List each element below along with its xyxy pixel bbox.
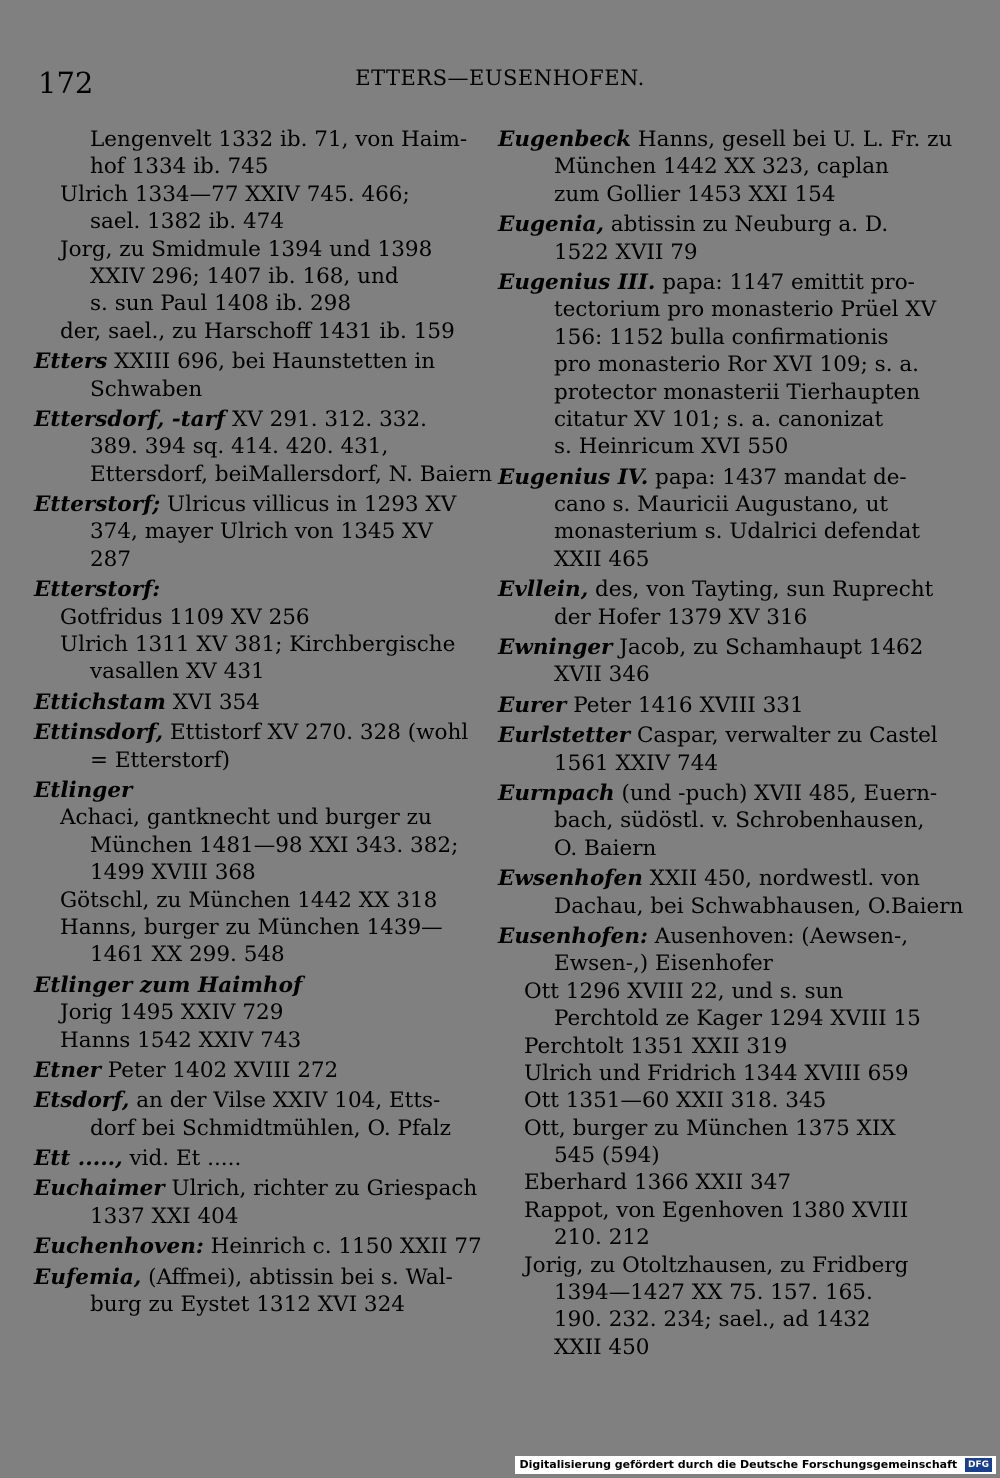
entry-line [498,296,937,323]
index-entry [34,689,458,716]
entry-text: 1394—1427 XX 75. 157. 165. [554,1280,873,1306]
entry-line [34,126,468,153]
entry-line [498,1005,924,1032]
entry-headword: Ettinsdorf, [34,720,164,746]
index-entry [498,692,924,719]
entry-text: Schwaben [90,376,203,402]
entry-line [34,999,458,1026]
entry-text: Eberhard 1366 XXII 347 [524,1170,792,1196]
entry-line [498,780,938,807]
entry-line [498,464,924,491]
entry-line [498,1306,924,1333]
entry-line [34,263,458,290]
entry-line [498,750,924,777]
entry-line [34,832,458,859]
index-entry [498,634,924,689]
entry-text: München 1481—98 XXI 343. 382; [90,832,459,858]
entry-text: Hanns, gesell bei U. L. Fr. zu [631,127,953,152]
entry-headword: Ewsenhofen [498,866,643,892]
entry-line [34,887,458,914]
entry-headword: Etters [34,349,108,375]
entry-line [498,1224,924,1251]
entry-text: vasallen XV 431 [90,659,265,685]
entry-line [34,1027,458,1054]
entry-text: Ausenhoven: (Aewsen-, [647,923,909,949]
entry-text: hof 1334 ib. 745 [90,154,269,180]
entry-headword: Eusenhofen: [498,923,648,949]
entry-line [34,153,458,180]
entry-text: Jorig, zu Otoltzhausen, zu Fridberg [524,1252,909,1278]
entry-text: vid. Et ..... [122,1146,242,1172]
index-entry [34,406,493,488]
entry-line [34,689,458,716]
entry-text: Ulrich 1311 XV 381; Kirchbergische [60,632,456,658]
entry-text: XXIII 696, bei Haunstetten in [107,349,436,375]
entry-text: papa: 1437 mandat de- [648,464,907,490]
entry-text: Peter 1402 XVIII 272 [100,1057,339,1083]
entry-text: Ewsen-,) Eisenhofer [554,951,773,977]
entry-line [498,239,924,266]
index-entry [34,972,458,1054]
entry-line [34,1087,458,1114]
entry-headword: Eufemia, [34,1264,142,1290]
entry-text: Ulricus villicus in 1293 XV [160,492,457,518]
index-entry [498,211,924,266]
entry-line [34,491,458,518]
entry-line [34,236,458,263]
entry-line [498,1087,924,1114]
index-entry [34,777,458,969]
entry-text: Götschl, zu München 1442 XX 318 [60,887,438,913]
entry-line [34,348,458,375]
entry-text: abtissin zu Neuburg a. D. [603,212,889,238]
entry-line [34,1233,482,1260]
index-entry [34,1175,478,1230]
entry-text: s. sun Paul 1408 ib. 298 [90,291,352,317]
index-entry [34,126,468,345]
entry-text: Achaci, gantknecht und burger zu [60,805,432,831]
index-entry [498,923,924,1361]
entry-headword: Euchaimer [34,1176,165,1202]
entry-line [34,1264,458,1291]
entry-headword: Ettichstam [34,689,166,715]
entry-text: Rappot, von Egenhoven 1380 XVIII [524,1197,909,1223]
entry-line [34,631,458,658]
entry-text: Heinrich c. 1150 XXII 77 [203,1234,482,1260]
entry-text: Ulrich, richter zu Griespach [164,1176,478,1202]
entry-text: 156: 1152 bulla confirmationis [554,324,889,350]
entry-line [34,433,458,460]
entry-line [498,1115,924,1142]
entry-line [34,747,458,774]
entry-line [498,1033,924,1060]
left-column [34,126,493,1321]
index-entry [34,1087,458,1142]
entry-line [498,379,924,406]
entry-text: 190. 232. 234; sael., ad 1432 [554,1307,871,1333]
entry-line [34,290,458,317]
entry-line [498,692,924,719]
entry-text: Ettistorf XV 270. 328 (wohl [163,720,469,746]
entry-line [34,1115,458,1142]
entry-text: s. Heinricum XVI 550 [554,434,789,460]
entry-line [498,1279,924,1306]
index-entry [34,1145,458,1172]
entry-line [498,491,924,518]
entry-text: 1561 XXIV 744 [554,750,719,776]
entry-text: XVII 346 [554,662,650,688]
entry-headword: Etsdorf, [34,1088,130,1114]
entry-text: Gotfridus 1109 XV 256 [60,604,310,630]
entry-line [498,722,938,749]
entry-text: XXIV 296; 1407 ib. 168, und [90,263,399,289]
entry-line [34,777,458,804]
entry-text: XXII 450, nordwestl. von [642,866,920,892]
entry-text: München 1442 XX 323, caplan [554,154,889,180]
entry-line [34,208,458,235]
entry-line [34,181,458,208]
entry-line [34,546,458,573]
entry-line [34,1057,458,1084]
entry-line [498,1169,924,1196]
entry-text: monasterium s. Udalrici defendat [554,519,921,545]
entry-headword: Euchenhoven: [34,1234,204,1260]
entry-text: Ulrich und Fridrich 1344 XVIII 659 [524,1060,909,1086]
entry-line [498,865,924,892]
entry-line [498,923,924,950]
entry-text: der Hofer 1379 XV 316 [554,604,808,630]
entry-text: 287 [90,546,132,572]
page-number: 172 [38,66,94,100]
entry-text: Hanns 1542 XXIV 743 [60,1027,302,1053]
entry-line [34,318,458,345]
entry-line [498,634,924,661]
entry-text: tectorium pro monasterio Prüel XV [554,297,937,323]
entry-line [498,1060,924,1087]
entry-line [498,211,924,238]
entry-text: Jacob, zu Schamhaupt 1462 [612,635,924,661]
entry-line [34,576,458,603]
entry-line [34,376,458,403]
entry-headword: Eurnpach [498,780,615,806]
index-entry [498,126,953,208]
entry-line [498,181,924,208]
entry-headword: Etterstorf: [34,577,161,603]
entry-line [34,461,493,488]
entry-text: XV 291. 312. 332. [225,406,427,432]
index-entry [34,1233,482,1260]
right-column [498,126,964,1364]
entry-line [498,546,924,573]
entry-text: bach, südöstl. v. Schrobenhausen, [554,808,925,834]
entry-text: 545 (594) [554,1143,660,1169]
entry-text: = Etterstorf) [90,747,231,773]
entry-text: Ott 1296 XVIII 22, und s. sun [524,978,844,1004]
entry-headword: Eugenius III. [498,269,656,295]
index-entry [498,780,938,862]
entry-text: Perchtolt 1351 XXII 319 [524,1033,788,1059]
index-entry [34,576,458,686]
entry-text: (Affmei), abtissin bei s. Wal- [141,1264,453,1290]
entry-text: pro monasterio Ror XVI 109; s. a. [554,352,920,378]
entry-line [34,406,458,433]
entry-line [498,433,924,460]
entry-text: cano s. Mauricii Augustano, ut [554,492,889,518]
entry-text: (und -puch) XVII 485, Euern- [614,780,938,806]
entry-headword: Ettersdorf, -tarf [34,406,226,432]
entry-text: Dachau, bei Schwabhausen, O.Baiern [554,893,964,919]
entry-text: citatur XV 101; s. a. canonizat [554,406,884,432]
entry-text: 1499 XVIII 368 [90,860,256,886]
entry-headword: Etlinger zum Haimhof [34,972,303,998]
entry-line [34,658,458,685]
entry-headword: Evllein, [498,577,589,603]
index-entry [498,865,964,920]
entry-line [498,576,934,603]
entry-text: XVI 354 [165,689,260,715]
index-entry [498,464,924,574]
entry-line [34,914,458,941]
entry-line [34,941,458,968]
entry-line [34,804,458,831]
entry-text: an der Vilse XXIV 104, Etts- [129,1088,441,1114]
entry-text: Ettersdorf, beiMallersdorf, N. Baiern [90,461,493,487]
entry-text: der, sael., zu Harschoff 1431 ib. 159 [60,318,455,344]
entry-line [498,950,924,977]
entry-text: zum Gollier 1453 XXI 154 [554,181,836,207]
entry-text: Peter 1416 XVIII 331 [566,692,804,718]
entry-text: Jorg, zu Smidmule 1394 und 1398 [60,236,433,262]
entry-headword: Etner [34,1057,101,1083]
entry-line [34,1291,458,1318]
entry-line [34,604,458,631]
entry-headword: Eurer [498,692,567,718]
index-entry [34,1264,458,1319]
entry-text: 210. 212 [554,1225,650,1251]
entry-headword: Eugenbeck [498,127,632,152]
dfg-logo: DFG [965,1458,992,1472]
entry-line [498,126,953,153]
entry-line [498,893,964,920]
entry-line [34,719,469,746]
entry-text: 1522 XVII 79 [554,239,698,265]
entry-text: des, von Tayting, sun Ruprecht [588,577,934,603]
entry-text: 389. 394 sq. 414. 420. 431, [90,434,389,460]
entry-headword: Eugenius IV. [498,464,649,490]
entry-line [498,835,924,862]
entry-line [498,1142,924,1169]
entry-text: dorf bei Schmidtmühlen, O. Pfalz [90,1115,451,1141]
entry-text: Jorig 1495 XXIV 729 [60,1000,284,1026]
entry-headword: Etlinger [34,777,133,803]
entry-line [34,859,458,886]
index-entry [498,576,934,631]
entry-line [498,269,924,296]
entry-text: Ulrich 1334—77 XXIV 745. 466; [60,181,410,207]
entry-line [498,1252,924,1279]
entry-headword: Etterstorf; [34,492,161,518]
entry-line [498,978,924,1005]
footer-text: Digitalisierung gefördert durch die Deutsche Forschungsgemeinschaft [519,1458,958,1471]
entry-line [498,1334,924,1361]
entry-text: Perchtold ze Kager 1294 XVIII 15 [554,1006,921,1032]
entry-text: Ott, burger zu München 1375 XIX [524,1115,896,1141]
entry-line [498,1197,924,1224]
entry-text: protector monasterii Tierhaupten [554,379,921,405]
entry-headword: Eurlstetter [498,723,631,749]
entry-line [498,661,924,688]
index-entry [498,722,938,777]
index-entry [34,719,469,774]
index-entry [34,348,458,403]
entry-text: sael. 1382 ib. 474 [90,209,285,235]
entry-line [498,807,924,834]
entry-headword: Ewninger [498,635,613,661]
entry-text: papa: 1147 emittit pro- [655,269,915,295]
entry-text: 374, mayer Ulrich von 1345 XV [90,519,433,545]
entry-headword: Eugenia, [498,212,604,238]
entry-text: burg zu Eystet 1312 XVI 324 [90,1292,405,1318]
entry-text: Lengenvelt 1332 ib. 71, von Haim- [90,127,468,152]
entry-text: O. Baiern [554,835,657,861]
entry-text: Hanns, burger zu München 1439— [60,914,443,940]
entry-line [34,518,458,545]
entry-text: XXII 450 [554,1334,650,1360]
index-entry [34,491,458,573]
entry-text: XXII 465 [554,546,650,572]
entry-line [498,604,924,631]
index-entry [34,1057,458,1084]
footer-credit [515,1456,996,1474]
entry-line [498,324,924,351]
entry-text: Ott 1351—60 XXII 318. 345 [524,1088,827,1114]
entry-line [34,972,458,999]
entry-line [498,518,924,545]
entry-line [34,1145,458,1172]
entry-line [498,153,924,180]
entry-line [34,1175,478,1202]
entry-text: 1337 XXI 404 [90,1203,239,1229]
entry-line [498,406,924,433]
entry-text: Caspar, verwalter zu Castel [630,723,938,749]
entry-line [34,1203,458,1230]
entry-text: 1461 XX 299. 548 [90,942,285,968]
index-entry [498,269,937,461]
running-head: ETTERS—EUSENHOFEN. [355,66,645,90]
entry-headword: Ett ....., [34,1146,123,1172]
entry-line [498,351,924,378]
